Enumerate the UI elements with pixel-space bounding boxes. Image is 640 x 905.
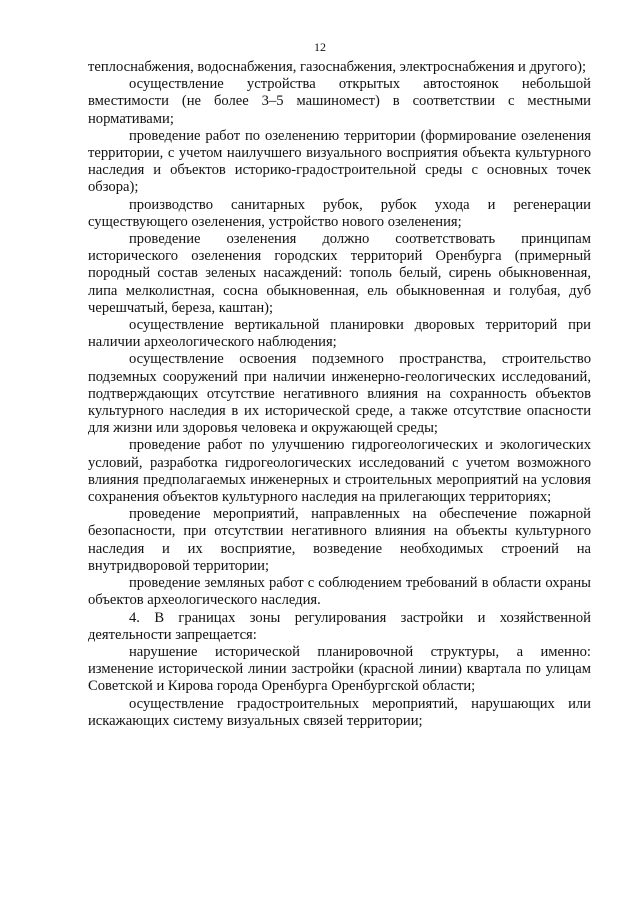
paragraph: производство санитарных рубок, рубок ухода и регенерации существующего озеленения, устройство нового озеленения; (88, 196, 591, 230)
paragraph: проведение мероприятий, направленных на обеспечение пожарной безопасности, при отсутствии негативного влияния на объекты культурного наследия и их восприятие, возведение необходимых строений на внутридворовой территории; (88, 506, 591, 574)
section-paragraph: 4. В границах зоны регулирования застройки и хозяйственной деятельности запрещается: (88, 609, 591, 643)
paragraph: проведение земляных работ с соблюдением требований в области охраны объектов археологического наследия. (88, 575, 591, 609)
paragraph: нарушение исторической планировочной структуры, а именно: изменение исторической линии застройки (красной линии) квартала по улицам Советской и Кирова города Оренбурга Оренбургской области; (88, 643, 591, 695)
paragraph: проведение работ по улучшению гидрогеологических и экологических условий, разработка гидрогеологических исследований с учетом возможного влияния предполагаемых инженерных и строительных мероприятий на условия сохранения объектов культурного наследия на прилегающих территориях; (88, 437, 591, 506)
paragraph: проведение озеленения должно соответствовать принципам исторического озеленения городских территорий Оренбурга (примерный породный состав зеленых насаждений: тополь белый, сирень обыкновенная, липа мелколистная, сосна обыкновенная, ель обыкновенная и голубая, дуб черешчатый, береза, каштан); (88, 231, 591, 316)
paragraph: осуществление устройства открытых автостоянок небольшой вместимости (не более 3–5 машиномест) в соответствии с местными нормативами; (88, 76, 591, 127)
paragraph: осуществление освоения подземного пространства, строительство подземных сооружений при наличии инженерно-геологических исследований, подтверждающих отсутствие негативного влияния на сохранность объектов культурного наследия в их исторической среде, а также отсутствие опасности для жизни или здоровья человека и окружающей среды; (88, 351, 591, 437)
document-body (88, 59, 591, 730)
paragraph: осуществление градостроительных мероприятий, нарушающих или искажающих систему визуальных связей территории; (88, 695, 591, 729)
page-number: 12 (314, 40, 326, 54)
paragraph: осуществление вертикальной планировки дворовых территорий при наличии археологического наблюдения; (88, 317, 591, 351)
paragraph: теплоснабжения, водоснабжения, газоснабжения, электроснабжения и другого); (88, 59, 587, 75)
paragraph: проведение работ по озеленению территории (формирование озеленения территории, с учетом наилучшего визуального восприятия объекта культурного наследия и объектов историко-градостроительной среды с основных точек обзора); (88, 127, 591, 196)
